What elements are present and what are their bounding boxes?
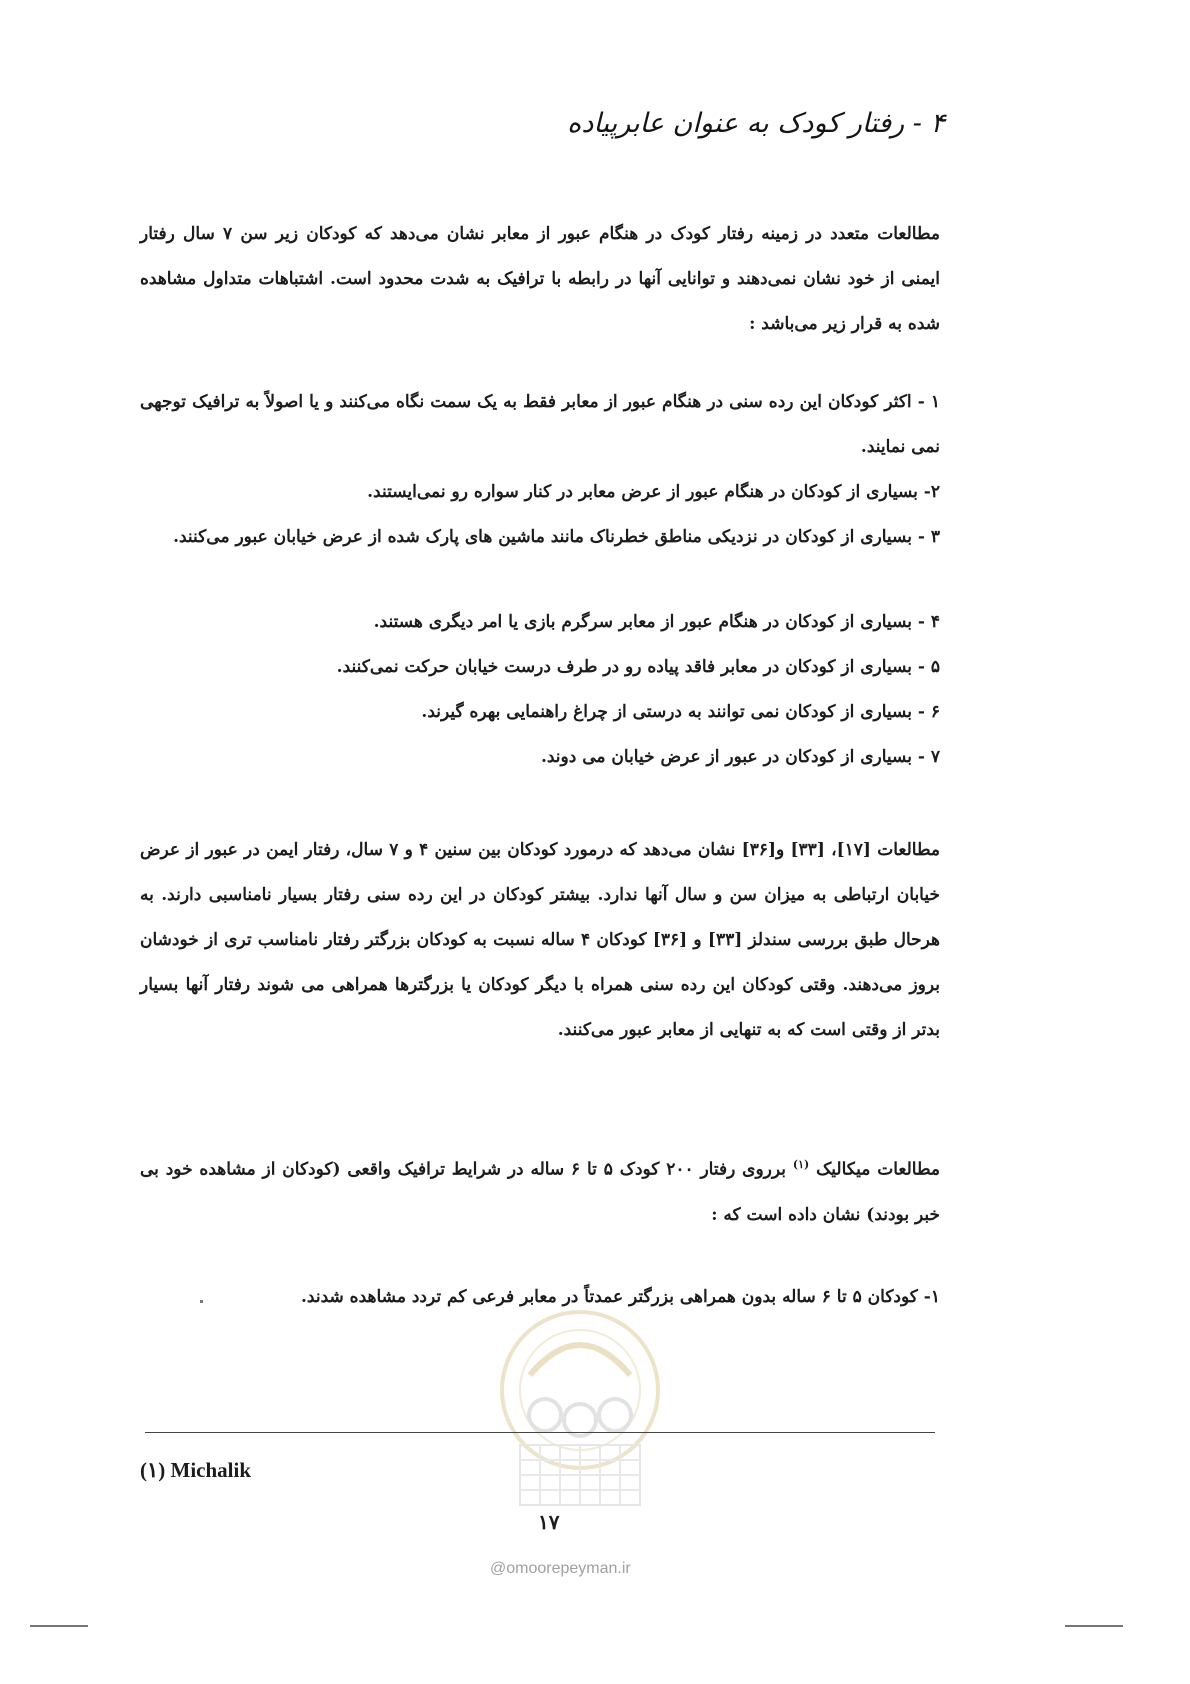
watermark-url: @omoorepeyman.ir [490,1560,631,1577]
paragraph-text: مطالعات متعدد در زمینه رفتار کودک در هنگام عبور از معابر نشان می‌دهد که کودکان زیر سن ۷ سال رفتار ایمنی از خود نشان نمی‌دهند و توانایی آنها در رابطه با ترافیک به شدت محدود است. اشتباهات متداول مشاهده شده به قرار زیر می‌باشد : [140,224,941,334]
studies-paragraph [140,828,940,1053]
list-item: ۲- بسیاری از کودکان در هنگام عبور از عرض معابر در کنار سواره رو نمی‌ایستند. [367,482,940,502]
section-heading: ۴ - رفتار کودک به عنوان عابرپیاده [567,108,945,139]
scan-artifact [200,1300,203,1303]
michalik-paragraph [140,1142,940,1238]
list-item-text: ۱ - اکثر کودکان این رده سنی در هنگام عبور از معابر فقط به یک سمت نگاه می‌کنند و یا اصولاً به ترافیک توجهی نمی نمایند. [140,392,940,457]
list-item [140,380,940,470]
footnote-marker: (۱) [792,1158,810,1171]
list-item [140,515,940,560]
list-item-text: ۳ - بسیاری از کودکان در نزدیکی مناطق خطرناک مانند ماشین های پارک شده از عرض خیابان عبور می‌کنند. [173,527,940,547]
publisher-seal-watermark [490,1295,670,1530]
list-item: ۶ - بسیاری از کودکان نمی توانند به درستی از چراغ راهنمایی بهره گیرند. [421,702,940,722]
list-item: ۷ - بسیاری از کودکان در عبور از عرض خیابان می دوند. [540,747,940,767]
list-item: ۴ - بسیاری از کودکان در هنگام عبور از معابر سرگرم بازی یا امر دیگری هستند. [373,612,940,632]
intro-paragraph [140,212,940,347]
footnote-divider [145,1432,935,1433]
list-item-text: ۱- کودکان ۵ تا ۶ ساله بدون همراهی بزرگتر عمدتاً در معابر فرعی کم تردد مشاهده شدند. [301,1287,940,1307]
list-item: ۵ - بسیاری از کودکان در معابر فاقد پیاده رو در طرف درست خیابان حرکت نمی‌کنند. [336,657,940,677]
scan-artifact [30,1625,88,1627]
paragraph-text: مطالعات میکالیک $^{(۱)}$ برروی رفتار ۲۰۰ کودک ۵ تا ۶ ساله در شرایط ترافیک واقعی (کودکان از مشاهده خود بی خبر بودند) نشان داده است که : [140,1158,941,1225]
paragraph-text: مطالعات [۱۷]، [۳۳] و[۳۶] نشان می‌دهد که درمورد کودکان بین سنین ۴ و ۷ سال، رفتار ایمن در عبور از عرض خیابان ارتباطی به میزان سن و سال آنها ندارد. بیشتر کودکان در این رده سنی رفتار بسیار نامناسبی دارند. به هرحال طبق بررسی سندلز [۳۳] و [۳۶] کودکان ۴ ساله نسبت به کودکان بزرگتر رفتار نامناسب تری از خودشان بروز می‌دهند. وقتی کودکان این رده سنی همراه با دیگر کودکان یا بزرگترها همراهی می شوند رفتار آنها بسیار بدتر از وقتی است که به تنهایی از معابر عبور می‌کنند. [140,840,941,1040]
footnote: (۱) Michalik [140,1458,252,1482]
scan-artifact [1065,1625,1123,1627]
page-number: ۱۷ [538,1510,560,1534]
